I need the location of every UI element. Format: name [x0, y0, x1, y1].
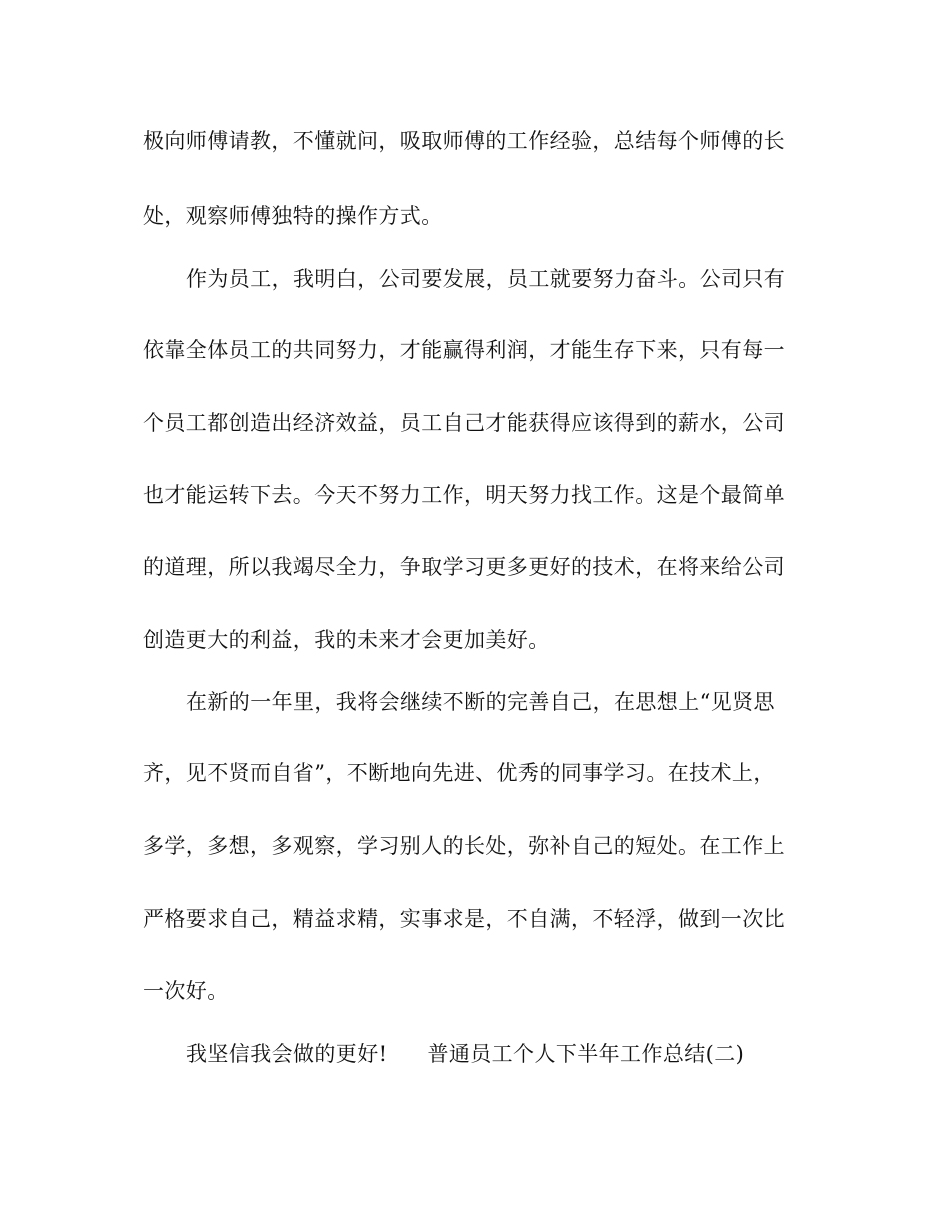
paragraph-line: 严格要求自己，精益求精，实事求是，不自满，不轻浮，做到一次比 [143, 907, 785, 931]
paragraph-line: 依靠全体员工的共同努力，才能赢得利润，才能生存下来，只有每一 [143, 338, 785, 362]
paragraph-line: 在新的一年里，我将会继续不断的完善自己，在思想上“见贤思 [186, 690, 775, 714]
paragraph-line: 也才能运转下去。今天不努力工作，明天努力找工作。这是个最简单 [143, 483, 785, 507]
paragraph-line: 极向师傅请教，不懂就问，吸取师傅的工作经验，总结每个师傅的长 [143, 129, 785, 153]
closing-sentence: 我坚信我会做的更好! [186, 1042, 388, 1066]
paragraph-line: 处，观察师傅独特的操作方式。 [143, 204, 443, 228]
paragraph-line: 一次好。 [143, 979, 229, 1003]
paragraph-line: 个员工都创造出经济效益，员工自己才能获得应该得到的薪水，公司 [143, 411, 785, 435]
paragraph-line: 创造更大的利益，我的未来才会更加美好。 [143, 628, 550, 652]
paragraph-line: 齐，见不贤而自省”，不断地向先进、优秀的同事学习。在技术上， [143, 761, 775, 785]
closing-line [186, 1036, 846, 1072]
paragraph-line: 多学，多想，多观察，学习别人的长处，弥补自己的短处。在工作上 [143, 834, 785, 858]
paragraph-line: 的道理，所以我竭尽全力，争取学习更多更好的技术，在将来给公司 [143, 555, 785, 579]
paragraph-line: 作为员工，我明白，公司要发展，员工就要努力奋斗。公司只有 [186, 267, 786, 291]
next-section-title: 普通员工个人下半年工作总结(二) [427, 1042, 745, 1066]
